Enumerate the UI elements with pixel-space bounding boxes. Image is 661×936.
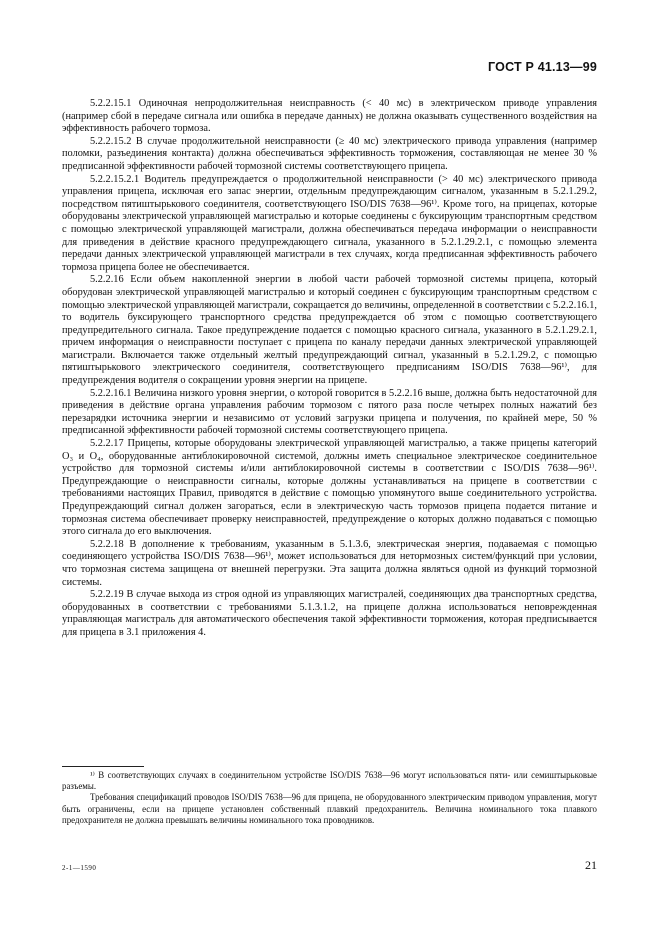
print-code: 2-1—1590 [62, 864, 97, 872]
document-body [62, 98, 597, 640]
footnotes [62, 770, 597, 826]
paragraph-5-2-2-15-1: 5.2.2.15.1 Одиночная непродолжительная неисправность (< 40 мс) в электрическом приводе управления (например сбой в передаче сигнала или ошибка в передаче данных) не должна оказывать существенного воздействия на эффективность рабочего тормоза. [62, 98, 597, 135]
paragraph-5-2-2-16: 5.2.2.16 Если объем накопленной энергии в любой части рабочей тормозной системы прицепа, который оборудован электрической управляющей магистралью и который соединен с буксирующим транспортным средством с помощью электрической управляющей магистрали, сокращается до величины, определенной в соответствии с 5.2.2.16.1, то водитель буксирующего транспортного средства предупреждается об этом с помощью соответствующего предупредительного сигнала. Такое предупреждение подается с помощью красного сигнала, указанного в 5.2.1.29.2.1, причем информация о неисправности поступает с прицепа по каналу передачи данных электрической управляющей магистрали. Включается также отдельный желтый предупреждающий сигнал, указанный в 5.2.1.29.2, с помощью пятиштырькового электрического соединителя, соответствующего предписаниям ISO/DIS 7638—96¹⁾, для предупреждения водителя о сокращении уровня энергии на прицепе. [62, 274, 598, 387]
footnote-divider [62, 766, 144, 767]
standard-designation: ГОСТ Р 41.13—99 [488, 60, 597, 74]
paragraph-5-2-2-17: 5.2.2.17 Прицепы, которые оборудованы электрической управляющей магистралью, а также прицепы категорий O₃ и O₄, оборудованные антиблокировочной системой, должны иметь специальное электрическое соединительное устройство для тормозной системы и/или антиблокировочной системы в соответствии с ISO/DIS 7638—96¹⁾. Предупреждающие о неисправности сигналы, которые должны устанавливаться на прицепе в соответствии с требованиями настоящих Правил, приводятся в действие с помощью упомянутого выше соединительного устройства. Предупреждающий сигнал должен загораться, если в электрическую часть тормозов прицепа подается питание и тормозная система обеспечивает проверку неисправностей, предупреждение о которых должно подаваться с помощью этого сигнала до его выключения. [62, 438, 597, 538]
paragraph-5-2-2-15-2: 5.2.2.15.2 В случае продолжительной неисправности (≥ 40 мс) электрического привода управления (например поломки, разъединения контакта) должна обеспечиваться эффективность торможения, составляющая не менее 30 % предписанной эффективности рабочей тормозной системы соответствующего прицепа. [62, 135, 597, 172]
paragraph-5-2-2-18: 5.2.2.18 В дополнение к требованиям, указанным в 5.1.3.6, электрическая энергия, подаваемая с помощью соединяющего устройства ISO/DIS 7638—96¹⁾, может использоваться для нетормозных систем/функций при условии, что тормозная система защищена от внешней перегрузки. Эта защита должна являться одной из функций тормозной системы. [62, 538, 597, 588]
footnote-1-continuation: Требования спецификаций проводов ISO/DIS 7638—96 для прицепа, не оборудованного электрическим приводом управления, могут быть ограничены, если на прицепе установлен собственный плавкий предохранитель. Величина номинального тока плавкого предохранителя не должна превышать величины номинального тока проводников. [62, 792, 597, 825]
footnote-1: ¹⁾ В соответствующих случаях в соединительном устройстве ISO/DIS 7638—96 могут использоваться пяти- или семиштырьковые разъемы. [62, 770, 597, 792]
paragraph-5-2-2-15-2-1: 5.2.2.15.2.1 Водитель предупреждается о продолжительной неисправности (> 40 мс) электрического привода управления прицепа, исключая его запас энергии, отдельным предупреждающим сигналом, указанным в 5.2.1.29.2, посредством пятиштырькового соединителя, соответствующего ISO/DIS 7638—96¹⁾. Кроме того, на прицепах, которые оборудованы электрической управляющей магистралью и которые соединены с буксирующим транспортным средством с помощью электрической управляющей магистрали, должна обеспечиваться передача информации о неисправности для приведения в действие красного предупреждающего сигнала, указанного в 5.2.1.29.2.1, с помощью элемента передачи данных электрической управляющей магистрали в тех случаях, когда предписанная эффективность рабочего тормоза прицепа более не обеспечивается. [62, 173, 597, 273]
page-number: 21 [585, 858, 597, 872]
paragraph-5-2-2-16-1: 5.2.2.16.1 Величина низкого уровня энергии, о которой говорится в 5.2.2.16 выше, должна быть недостаточной для приведения в действие органа управления рабочим тормозом с пятого раза после четырех полных нажатий без перезарядки источника энергии и независимо от условий загрузки прицепа и получения, по крайней мере, 50 % предписанной эффективности рабочей тормозной системы соответствующего прицепа. [62, 387, 597, 437]
paragraph-5-2-2-19: 5.2.2.19 В случае выхода из строя одной из управляющих магистралей, соединяющих два транспортных средства, оборудованных в соответствии с требованиями 5.1.3.1.2, на прицепе должна использоваться неповрежденная управляющая магистраль для автоматического обеспечения такой эффективности торможения, которая предписывается для прицепа в 3.1 приложения 4. [62, 589, 597, 638]
